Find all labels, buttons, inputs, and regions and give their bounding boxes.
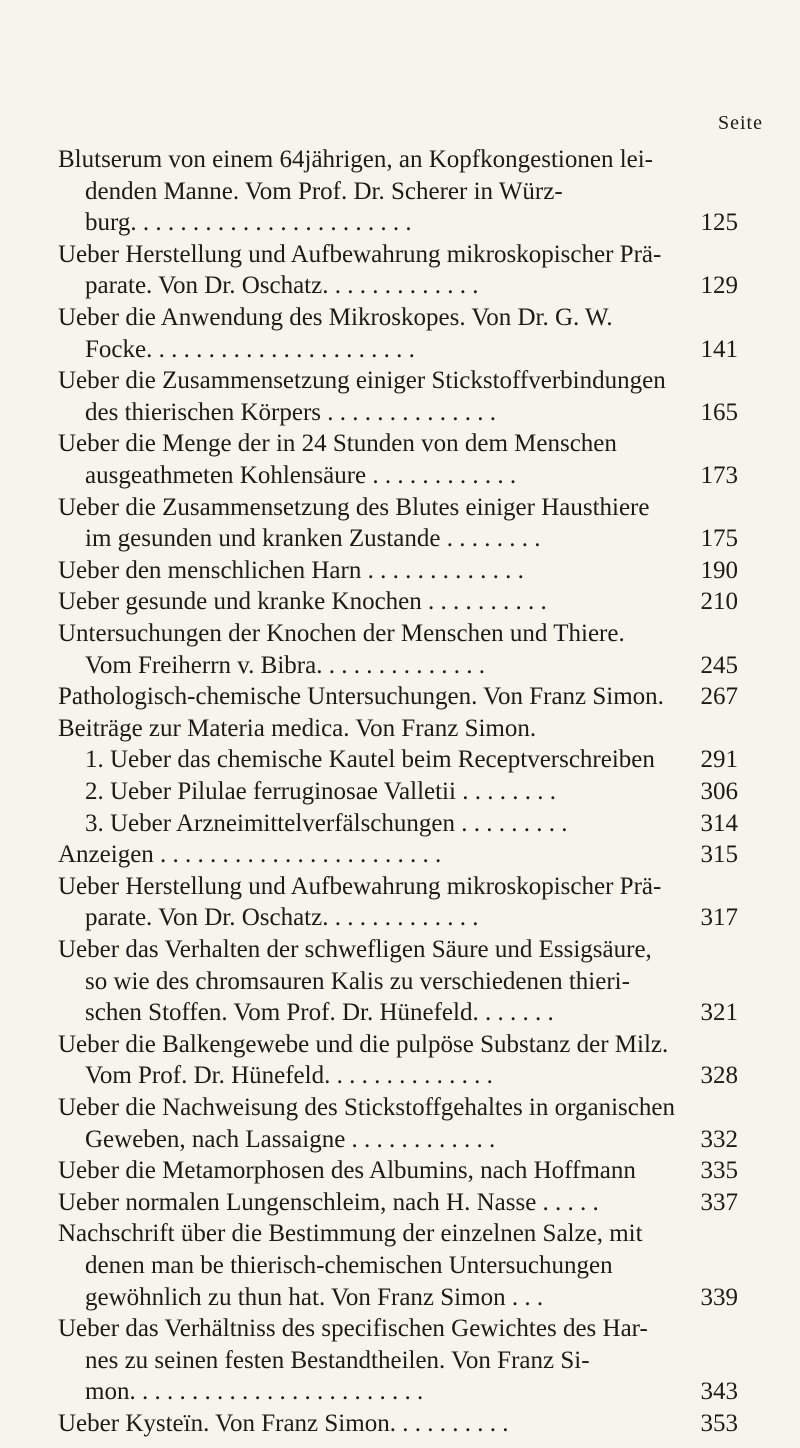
toc-entry-line [0,300,800,336]
toc-entry-line [0,142,800,178]
toc-entry-text: Ueber die Nachweisung des Stickstoffgehaltes in organischen [58,1094,675,1121]
toc-entry-text: parate. Von Dr. Oschatz. . . . . . . . . . . . . [85,272,479,300]
toc-entry-line [0,616,800,652]
toc-entry-line [0,1311,800,1347]
toc-entry-text: Untersuchungen der Knochen der Menschen und Thiere. [58,620,625,647]
toc-page-number: 317 [700,904,738,932]
toc-page-number: 173 [700,462,738,489]
toc-entry-text: parate. Von Dr. Oschatz. . . . . . . . . . . . . [85,904,479,932]
toc-page-number: 267 [700,683,738,711]
toc-page-number: 245 [700,651,738,679]
toc-entry-line [0,648,800,684]
toc-entry-text: Vom Prof. Dr. Hünefeld. . . . . . . . . . . . . . [85,1062,493,1090]
toc-entry-text: denen man be thierisch-chemischen Untersuchungen [85,1252,613,1279]
page-column-header: Seite [718,112,763,134]
toc-page-number: 175 [700,525,738,553]
toc-entry-line [0,426,800,462]
toc-page-number: 337 [700,1188,738,1216]
toc-entry-text: Geweben, nach Lassaigne . . . . . . . . . . . . [85,1125,496,1153]
toc-page-number: 343 [700,1378,738,1406]
toc-entry-text: ausgeathmeten Kohlensäure . . . . . . . . . . . . [85,462,517,489]
toc-page-number: 339 [700,1283,738,1311]
toc-entry-line [0,458,800,494]
toc-entry-text: Vom Freiherrn v. Bibra. . . . . . . . . . . . . . [85,651,485,679]
toc-entry-text: im gesunden und kranken Zustande . . . . . . . . [85,525,541,553]
toc-page-number: 321 [700,999,738,1027]
toc-entry-line [0,1374,800,1410]
toc-entry-text: mon. . . . . . . . . . . . . . . . . . . . . . . . [85,1378,424,1406]
toc-entry-text: nes zu seinen festen Bestandtheilen. Von Franz Si- [85,1346,590,1374]
toc-entry-line [0,332,800,368]
toc-page-number: 210 [700,588,738,616]
toc-entry-line [0,521,800,557]
toc-entry-line [0,742,800,778]
toc-page-number: 141 [700,335,738,363]
toc-entry-text: Anzeigen . . . . . . . . . . . . . . . . . . . . . . . [58,841,442,869]
toc-entry-line [0,1248,800,1284]
toc-entry-line [0,1090,800,1126]
toc-entry-line [0,584,800,620]
toc-entry-line [0,1122,800,1158]
toc-entry-text: 1. Ueber das chemische Kautel beim Receptverschreiben [85,746,655,774]
toc-entry-line [0,237,800,273]
toc-page-number: 165 [700,398,738,426]
toc-entry-line [0,268,800,304]
toc-entry-line [0,490,800,526]
toc-page-number: 335 [700,1157,738,1185]
toc-entry-line [0,363,800,399]
toc-entry-text: Ueber die Zusammensetzung des Blutes einiger Hausthiere [58,493,650,521]
toc-page-number: 353 [700,1410,738,1437]
toc-entry-text: 2. Ueber Pilulae ferruginosae Valletii . . . . . . . . [85,778,556,805]
toc-page-number: 125 [700,209,738,237]
toc-entry-line [0,964,800,1000]
toc-entry-line [0,869,800,905]
toc-page-number: 332 [700,1125,738,1153]
toc-entry-text: Ueber Herstellung und Aufbewahrung mikroskopischer Prä- [58,872,662,900]
toc-entry-line [0,806,800,842]
toc-entry-line [0,1058,800,1094]
toc-entry-text: Focke. . . . . . . . . . . . . . . . . . . . . . [85,335,415,363]
toc-entry-text: Ueber die Anwendung des Mikroskopes. Von Dr. G. W. [58,304,613,331]
toc-entry-line [0,995,800,1031]
toc-page-number: 129 [700,272,738,300]
toc-entry-text: Ueber die Metamorphosen des Albumins, nach Hoffmann [58,1157,636,1185]
toc-entry-text: Ueber die Zusammensetzung einiger Stickstoffverbindungen [58,367,666,395]
toc-entry-text: burg. . . . . . . . . . . . . . . . . . . . . . . [85,209,412,237]
toc-entry-line [0,1185,800,1221]
toc-entry-text: denden Manne. Vom Prof. Dr. Scherer in Würz- [85,177,563,205]
toc-entry-line [0,1216,800,1252]
toc-entry-text: Ueber die Balkengewebe und die pulpöse Substanz der Milz. [58,1030,669,1058]
toc-entry-text: Ueber gesunde und kranke Knochen . . . . . . . . . . [58,588,547,616]
toc-page-number: 314 [700,809,738,837]
toc-entry-text: Ueber den menschlichen Harn . . . . . . . . . . . . . [58,556,524,584]
toc-page-number: 328 [700,1062,738,1090]
toc-entry-line [0,1153,800,1189]
toc-entry-text: des thierischen Körpers . . . . . . . . . . . . . . [85,398,497,426]
toc-entry-text: Ueber Kysteïn. Von Franz Simon. . . . . . . . . . [58,1410,509,1437]
toc-entry-line [0,774,800,810]
toc-entry-line [0,837,800,873]
toc-entry-line [0,1280,800,1316]
toc-entry-line [0,679,800,715]
toc-entry-line [0,1406,800,1442]
toc-entry-text: Ueber normalen Lungenschleim, nach H. Nasse . . . . . [58,1188,599,1216]
toc-entry-line [0,711,800,747]
toc-entry-text: Nachschrift über die Bestimmung der einzelnen Salze, mit [58,1220,643,1248]
toc-entry-line [0,1343,800,1379]
toc-entry-line [0,395,800,431]
toc-entry-line [0,932,800,968]
toc-entry-line [0,900,800,936]
toc-page-number: 315 [700,841,738,869]
toc-entry-text: Ueber die Menge der in 24 Stunden von dem Menschen [58,430,617,458]
toc-entry-line [0,174,800,210]
toc-entry-text: gewöhnlich zu thun hat. Von Franz Simon . . . [85,1283,544,1311]
toc-entry-text: Ueber Herstellung und Aufbewahrung mikroskopischer Prä- [58,240,662,268]
toc-entry-text: Pathologisch-chemische Untersuchungen. Von Franz Simon. [58,683,664,711]
toc-entry-line [0,1027,800,1063]
toc-page-number: 291 [700,746,738,774]
toc-page-number: 306 [700,778,738,805]
toc-entry-text: Ueber das Verhalten der schwefligen Säure und Essigsäure, [58,936,652,963]
toc-entry-text: Beiträge zur Materia medica. Von Franz Simon. [58,714,537,742]
toc-entry-text: schen Stoffen. Vom Prof. Dr. Hünefeld. . . . . . . [85,999,554,1027]
toc-entry-text: Blutserum von einem 64jährigen, an Kopfkongestionen lei- [58,146,654,173]
toc-entry-line [0,205,800,241]
toc-page-number: 190 [700,556,738,584]
toc-entry-text: 3. Ueber Arzneimittelverfälschungen . . . . . . . . . [85,809,568,837]
toc-entry-text: so wie des chromsauren Kalis zu verschiedenen thieri- [85,967,630,995]
toc-entry-text: Ueber das Verhältniss des specifischen Gewichtes des Har- [58,1315,648,1343]
toc-entry-line [0,553,800,589]
